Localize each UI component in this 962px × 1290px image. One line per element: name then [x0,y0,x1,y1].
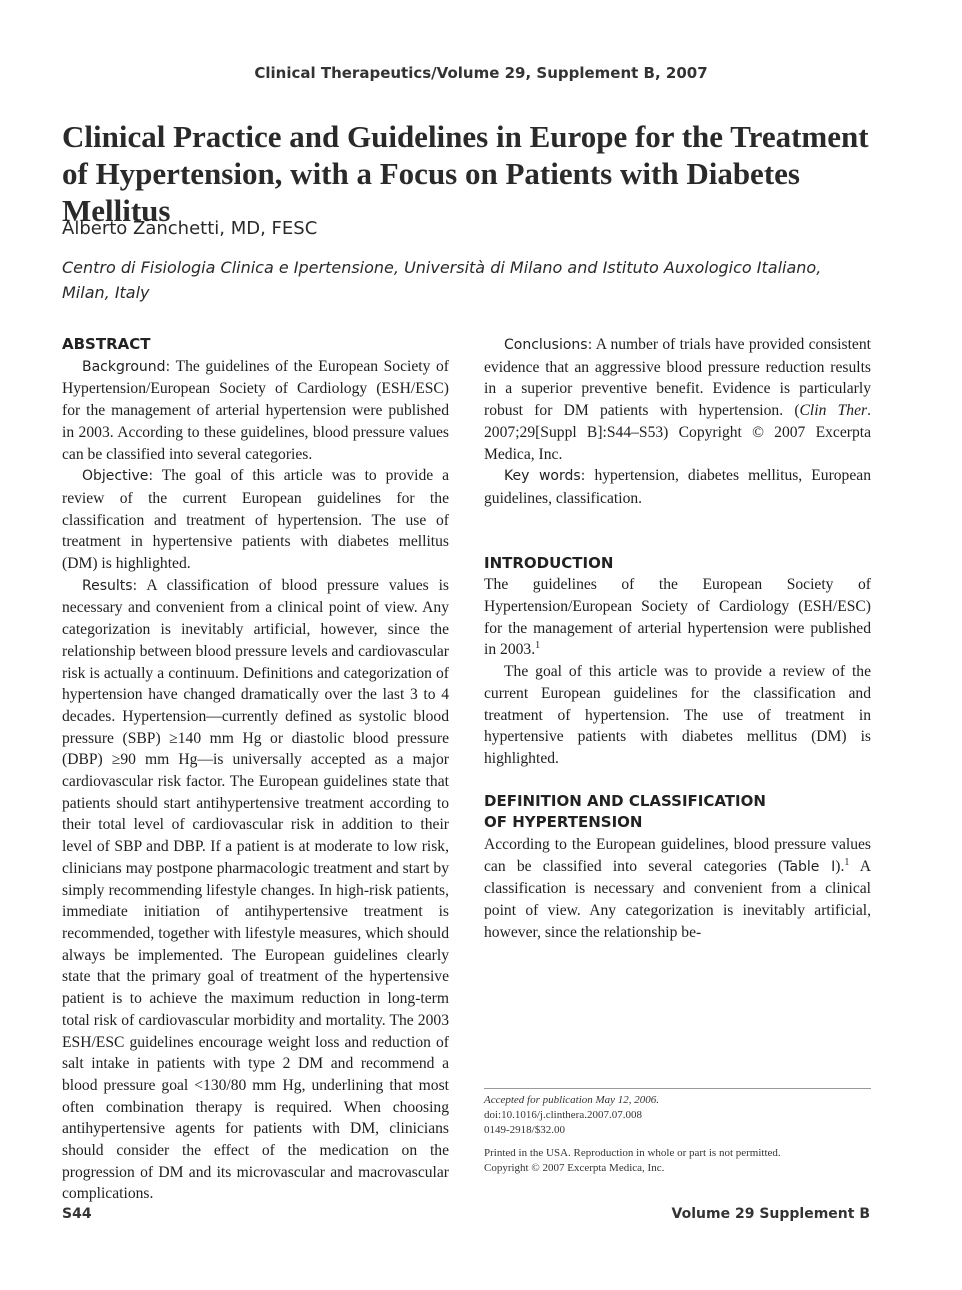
citation-journal: Clin Ther [799,402,868,420]
doi[interactable]: doi:10.1016/j.clinthera.2007.07.008 [484,1109,642,1121]
results-label: Results: [82,577,138,594]
introduction-paragraph-2: The goal of this article was to provide a review of the current European guidelines for the classification and treatment of hypertension. The use of treatment in hypertensive patients with diabetes mellitus (DM) is highlighted. [484,663,871,767]
introduction-heading: INTRODUCTION [484,553,614,572]
objective-label: Objective: [82,468,154,485]
definition-heading-line-2: OF HYPERTENSION [484,813,643,832]
abstract-conclusions [484,334,871,465]
results-text: A classification of blood pressure values is necessary and convenient from a clinical point of view. Any categorization is inevitably artificial, however, since the relationship between blood pressure levels and cardiovascular risk is actually a continuum. Definitions and categorization of hypertension have changed dramatically over the last 3 to 4 decades. Hypertension—currently defined as systolic blood pressure (SBP) ≥140 mm Hg or diastolic blood pressure (DBP) ≥90 mm Hg—is universally accepted as a major cardiovascular risk factor. The European guidelines state that patients should start antihypertensive treatment according to their total level of cardiovascular risk in addition to their level of SBP and DBP. If a patient is at moderate to low risk, clinicians may postpone pharmacologic treatment and start by simply recommending lifestyle changes. In high-risk patients, immediate initiation of antihypertensive treatment is recommended, together with lifestyle measures, which should always be implemented. The European guidelines clearly state that the primary goal of treatment of the hypertensive patient is to achieve the maximum reduction in long-term total risk of cardiovascular morbidity and mortality. The 2003 ESH/ESC guidelines encourage weight loss and reduction of salt intake in patients with type 2 DM and recommend a blood pressure goal <130/80 mm Hg, underlining that most often combination therapy is required. When choosing antihypertensive agents for patients with DM, clinicians should consider the effect of the medication on the progression of DM and its microvascular and macrovascular complications. [62,576,449,1203]
page-number: S44 [62,1206,92,1222]
abstract-background [62,356,449,466]
keywords-text: hypertension, diabetes mellitus, European guidelines, classification. [484,467,871,507]
abstract-copyright: Copyright © 2007 Excerpta Medica, Inc. [484,423,871,463]
journal-header: Clinical Therapeutics/Volume 29, Supplement B, 2007 [254,64,708,82]
definition-paragraph-1: According to the European guidelines, blood pressure values can be classified into several categories (Table I).$^1$ A classification is necessary and convenient from a clinical point of view. Any categorization is inevitably artificial, however, since the relationship be- [484,836,871,941]
right-column [484,334,871,944]
reference-1[interactable]: 1 [535,640,541,652]
table-reference[interactable]: Table I [783,858,836,875]
printed-notice: Printed in the USA. Reproduction in whole or part is not permitted. [484,1147,781,1159]
abstract-results [62,575,449,1205]
conclusions-label: Conclusions: [504,337,593,353]
objective-text: The goal of this article was to provide a review of the current European guidelines for the classification and treatment of hypertension. The use of treatment in hypertensive patients with diabetes mellitus (DM) is highlighted. [62,467,449,573]
definition-heading-line-1: DEFINITION AND CLASSIFICATION [484,791,766,810]
author-name: Alberto Zanchetti, MD, FESC [62,218,318,239]
footnote-copyright: Copyright © 2007 Excerpta Medica, Inc. [484,1162,665,1174]
conclusions-text: A number of trials have provided consistent evidence that an aggressive blood pressure reduction results in a superior preventive benefit. Evidence is particularly robust for DM patients with hypertension. [484,336,871,420]
abstract-heading: ABSTRACT [62,335,151,353]
footer-volume: Volume 29 Supplement B [671,1206,870,1222]
citation-rest: . 2007;29[Suppl B]:S44–S53) [484,402,871,441]
keywords-label: Key words: [504,468,586,485]
abstract-keywords [484,465,871,509]
accepted-date: Accepted for publication May 12, 2006. [484,1094,660,1106]
author-affiliation: Centro di Fisiologia Clinica e Ipertensione, Università di Milano and Istituto Auxologico Italiano, Milan, Italy [62,258,822,302]
article-footnote [484,1088,871,1176]
introduction-paragraph-1: The guidelines of the European Society of Hypertension/European Society of Cardiology (ESH/ESC) for the management of arterial hypertension were published in 2003.$^1$ [484,576,871,659]
reference-1[interactable]: 1 [844,856,850,868]
article-title: Clinical Practice and Guidelines in Europe for the Treatment of Hypertension, with a Focus on Patients with Diabetes Mellitus [62,119,869,228]
issn: 0149-2918/$32.00 [484,1124,565,1136]
abstract-objective [62,465,449,575]
citation-open: ( [794,402,800,420]
left-column [62,334,449,1205]
background-label: Background: [82,358,171,375]
background-text: The guidelines of the European Society of Hypertension/European Society of Cardiology (ESH/ESC) for the management of arterial hypertension were published in 2003. According to these guidelines, blood pressure values can be classified into several categories. [62,357,449,463]
